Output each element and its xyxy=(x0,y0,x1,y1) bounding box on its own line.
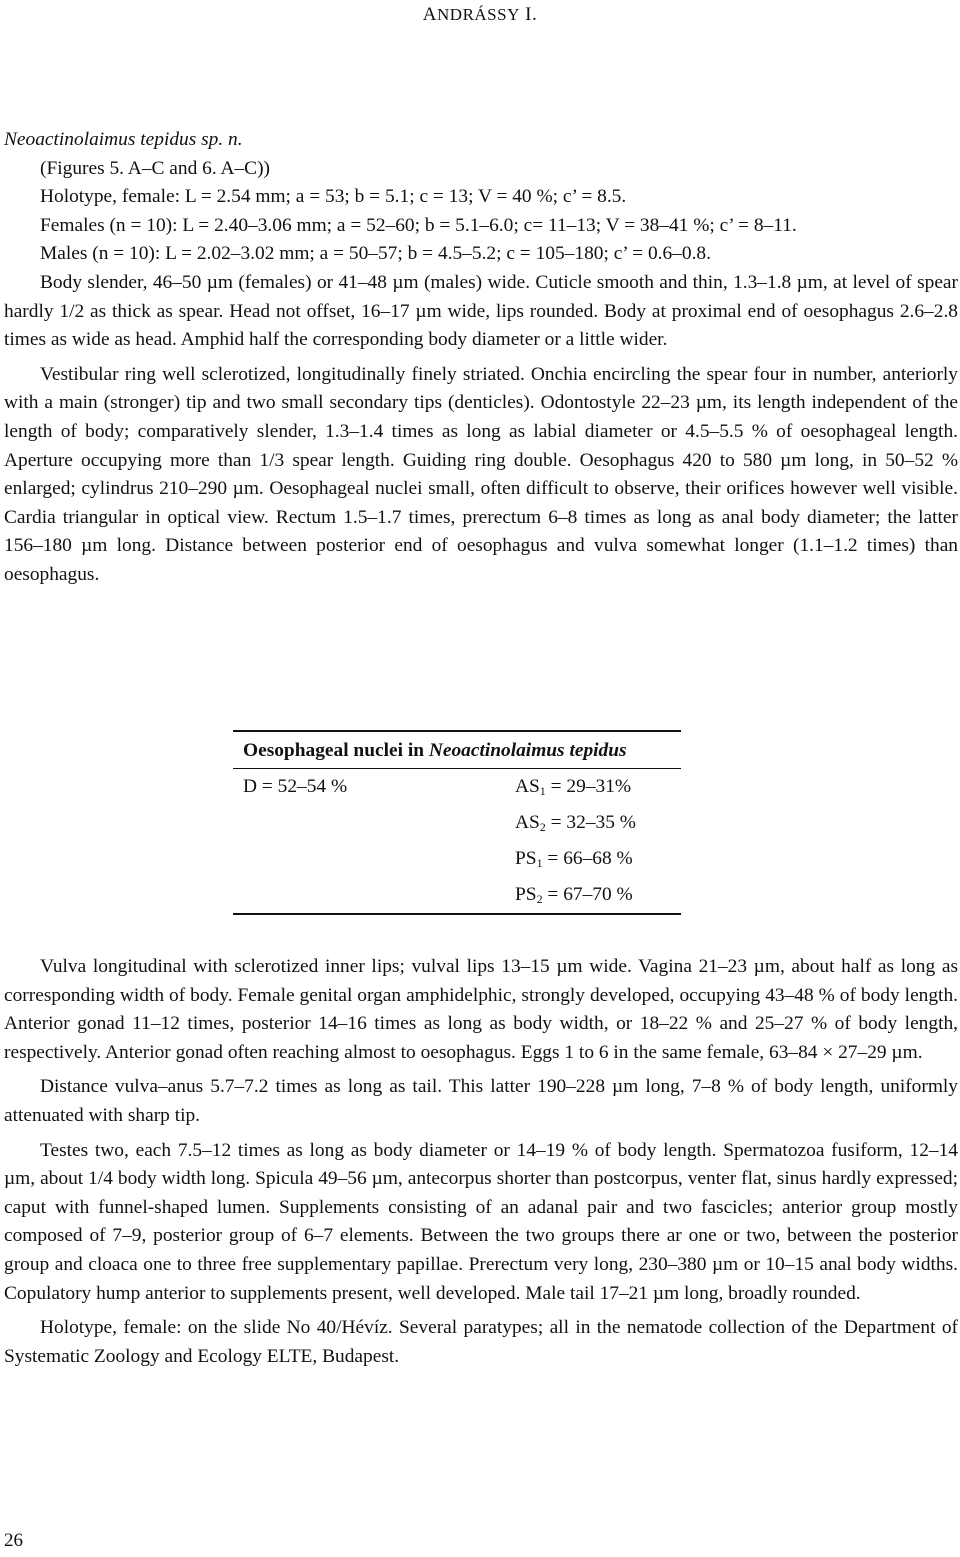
nucleus-subscript: 1 xyxy=(536,855,543,870)
nucleus-value: = 67–70 % xyxy=(542,883,633,905)
header-author-suffix: I. xyxy=(519,4,538,25)
nucleus-subscript: 2 xyxy=(539,819,546,834)
table-bottom-rule xyxy=(233,913,681,915)
nucleus-label: AS xyxy=(515,811,540,833)
lower-text xyxy=(4,953,958,1371)
males-measurements: Males (n = 10): L = 2.02–3.02 mm; a = 50–57; b = 4.5–5.2; c = 105–180; c’ = 0.6–0.8. xyxy=(40,243,711,265)
header-initial: A xyxy=(422,4,438,25)
figures-reference: (Figures 5. A–C and 6. A–C)) xyxy=(40,157,270,179)
table-row xyxy=(233,841,681,877)
table-row xyxy=(233,769,681,805)
nucleus-subscript: 2 xyxy=(536,891,543,906)
d-value: D = 52–54 % xyxy=(243,776,348,797)
nucleus-value: = 32–35 % xyxy=(545,811,636,833)
table-cell xyxy=(515,812,681,835)
paragraph-vulva-description: Vulva longitudinal with sclerotized inner lips; vulval lips 13–15 µm wide. Vagina 21–23 µm, about half as long as corresponding width of body. Female genital organ amphidelphic, strongly developed, occupying 43–48 % of body length. Anterior gonad 11–12 times, posterior 14–16 times as long as body width, or 18–22 % and 25–27 % of body length, respectively. Anterior gonad often reaching almost to oesophagus. Eggs 1 to 6 in the same female, 63–84 × 27–29 µm. xyxy=(4,956,958,1063)
nucleus-subscript: 1 xyxy=(539,783,546,798)
paragraph-male-description: Testes two, each 7.5–12 times as long as body diameter or 14–19 % of body length. Spermatozoa fusiform, 12–14 µm, about 1/4 body width long. Spicula 49–56 µm, antecorpus shorter than postcorpus, venter flat, sinus hardly expressed; caput with funnel-shaped lumen. Supplements consisting of an adanal pair and two fascicles; anterior group mostly composed of 7–9, posterior group of 6–7 elements. Between the two groups there ar one or two, between the posterior group and cloaca one to three free supplementary papillae. Prerectum very long, 230–380 µm or 10–15 anal body widths. Copulatory hump anterior to supplements present, well developed. Male tail 17–21 µm long, broadly rounded. xyxy=(4,1139,958,1304)
species-title: Neoactinolaimus tepidus sp. n. xyxy=(4,129,243,150)
nucleus-label: PS xyxy=(515,883,537,905)
table-cell xyxy=(515,776,681,799)
header-author-rest: NDRÁSSY xyxy=(437,5,520,24)
running-header xyxy=(0,4,960,26)
table-caption-species: Neoactinolaimus tepidus xyxy=(428,740,627,761)
oesophageal-nuclei-table xyxy=(233,730,681,915)
paragraph-type-material: Holotype, female: on the slide No 40/Hévíz. Several paratypes; all in the nematode collection of the Department of Systematic Zoology and Ecology ELTE, Budapest. xyxy=(4,1317,958,1367)
females-measurements: Females (n = 10): L = 2.40–3.06 mm; a = 52–60; b = 5.1–6.0; c= 11–13; V = 38–41 %; c’ = 8–11. xyxy=(40,214,797,236)
main-text xyxy=(4,126,958,590)
table-row xyxy=(233,805,681,841)
page-number: 26 xyxy=(4,1530,23,1551)
paragraph-vestibulum-description: Vestibular ring well sclerotized, longitudinally finely striated. Onchia encircling the spear four in number, anteriorly with a main (stronger) tip and two small secondary tips (denticles). Odontostyle 22–23 µm, its length independent of the length of body; comparatively slender, 1.3–1.4 times as long as labial diameter or 4.5–5.5 % of oesophageal length. Aperture occupying more than 1/3 spear length. Guiding ring double. Oesophagus 420 to 580 µm long, in 50–52 % enlarged; cylindrus 210–290 µm. Oesophageal nuclei small, often difficult to observe, their orifices however well visible. Cardia triangular in optical view. Rectum 1.5–1.7 times, prerectum 6–8 times as long as anal body diameter; the latter 156–180 µm long. Distance between posterior end of oesophagus and vulva somewhat longer (1.1–1.2 times) than oesophagus. xyxy=(4,363,958,585)
nucleus-value: = 66–68 % xyxy=(542,847,633,869)
table-cell xyxy=(515,884,681,907)
table-cell xyxy=(515,848,681,871)
nucleus-label: AS xyxy=(515,775,540,797)
holotype-measurements: Holotype, female: L = 2.54 mm; a = 53; b = 5.1; c = 13; V = 40 %; c’ = 8.5. xyxy=(40,186,627,208)
nucleus-value: = 29–31% xyxy=(545,775,632,797)
table-caption-text: Oesophageal nuclei in xyxy=(243,740,429,761)
paragraph-tail-description: Distance vulva–anus 5.7–7.2 times as long as tail. This latter 190–228 µm long, 7–8 % of body length, uniformly attenuated with sharp tip. xyxy=(4,1076,958,1126)
nucleus-label: PS xyxy=(515,847,537,869)
table-caption xyxy=(233,732,681,768)
paragraph-body-description: Body slender, 46–50 µm (females) or 41–48 µm (males) wide. Cuticle smooth and thin, 1.3–1.8 µm, at level of spear hardly 1/2 as thick as spear. Head not offset, 16–17 µm wide, lips rounded. Body at proximal end of oesophagus 2.6–2.8 times as wide as head. Amphid half the corresponding body diameter or a little wider. xyxy=(4,271,958,351)
table-row xyxy=(233,877,681,913)
